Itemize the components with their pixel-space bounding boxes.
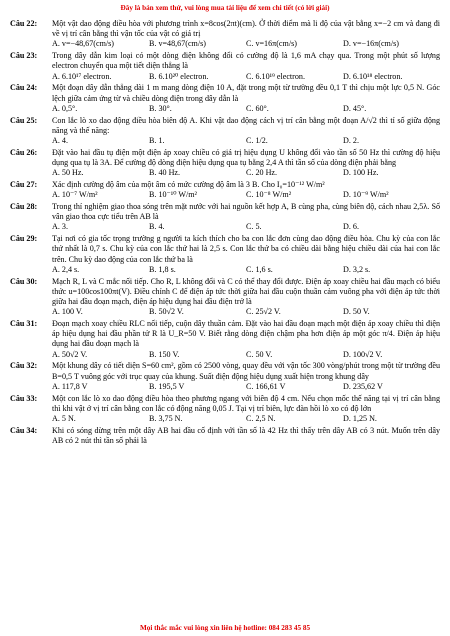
question-item — [10, 51, 440, 82]
question-item — [10, 426, 440, 446]
answer-option: A. 2,4 s. — [52, 264, 80, 274]
question-item — [10, 19, 440, 50]
answer-option: C. 50 V. — [246, 349, 273, 359]
question-body — [52, 116, 440, 147]
question-body — [52, 426, 440, 446]
answer-option: D. 2. — [343, 136, 359, 146]
question-item — [10, 394, 440, 425]
question-number: Câu 23: — [10, 51, 38, 61]
question-stem: Đặt vào hai đầu tụ điện một điện áp xoay chiều có giá trị hiệu dụng U không đổi vào tần số 50 Hz thì cường độ hiệu dụng qua tụ là 3A. Để cường độ dòng điện hiệu dụng qua tụ bằng 2,4 A thì tần số của dòng điện phải bằng — [52, 147, 440, 168]
answer-option: D. 10⁻⁹ W/m² — [343, 190, 389, 200]
question-item — [10, 234, 440, 275]
question-item — [10, 116, 440, 147]
answer-option: B. 3,75 N. — [149, 414, 183, 424]
question-stem: Một đoạn dây dẫn thẳng dài 1 m mang dòng điện 10 A, đặt trong một từ trường đều 0,1 T thì chịu một lực 0,5 N. Góc lệch giữa cảm ứng từ và chiều dòng điện trong dây dẫn là — [52, 83, 440, 103]
answer-option: D. 100 Hz. — [343, 168, 379, 178]
answer-option: B. 50√2 V. — [149, 307, 184, 317]
answer-option: B. v=48,67(cm/s) — [149, 39, 206, 49]
question-number: Câu 25: — [10, 115, 38, 125]
answer-options — [52, 265, 440, 275]
question-item — [10, 361, 440, 392]
answer-options — [52, 72, 440, 82]
question-stem: Trong thí nghiệm giao thoa sóng trên mặt nước với hai nguồn kết hợp A, B cùng pha, cùng biên độ, cách nhau 2,5λ. Số vân giao thoa cực tiểu trên AB là — [52, 202, 440, 222]
question-number: Câu 24: — [10, 83, 38, 93]
answer-option: B. 4. — [149, 222, 165, 232]
answer-option: C. 166,61 V — [246, 381, 286, 391]
answer-option: D. 45°. — [343, 103, 367, 113]
question-body — [52, 83, 440, 114]
question-stem: Một vật dao động điều hòa với phương trình x=8cos(2πt)(cm). Ở thời điểm mà li độ của vật bằng x=−2 cm và đang đi về vị trí cân bằng thì vận tốc của vật có giá trị — [52, 19, 440, 39]
answer-options — [52, 350, 440, 360]
answer-option: A. 4. — [52, 136, 68, 146]
question-number: Câu 30: — [10, 276, 38, 286]
answer-options — [52, 39, 440, 49]
question-stem: Một khung dây có tiết diện S=60 cm², gồm có 2500 vòng, quay đều với vận tốc 300 vòng/phút trong một từ trường đều B=0,5 T vuông góc với trục quay của khung. Suất điện động hiệu dụng xuất hiện trong khung dây — [52, 361, 440, 381]
answer-option: A. 10⁻⁷ W/m² — [52, 190, 98, 200]
question-stem: Xác định cường độ âm của một âm có mức cường độ âm là 3 B. Cho I₀=10⁻¹² W/m² — [52, 180, 325, 190]
question-stem: Trong dây dẫn kim loại có một dòng điện không đổi có cường độ là 1,6 mA chạy qua. Trong một phút số lượng electron chuyển qua một tiết diện thẳng là — [52, 51, 440, 71]
answer-option: B. 1,8 s. — [149, 264, 176, 274]
answer-option: D. 235,62 V — [343, 381, 383, 391]
answer-options — [52, 104, 440, 114]
question-stem: Con lắc lò xo dao động điều hòa biên độ A. Khi vật dao động cách vị trí cân bằng một đoạn A/√2 thì tỉ số giữa động năng và thế năng: — [52, 115, 440, 135]
answer-option: A. 6.10¹⁷ electron. — [52, 71, 112, 81]
answer-option: C. 1,6 s. — [246, 264, 273, 274]
answer-option: A. 0,5°. — [52, 103, 78, 113]
question-number: Câu 33: — [10, 393, 38, 403]
question-stem: Một con lắc lò xo dao động điều hòa theo phương ngang với biên độ 4 cm. Nếu chọn mốc thế năng tại vị trí cân bằng thì khi vật ở vị trí cân bằng con lắc có động năng 0,05 J. Tại vị trí biên, lực đàn hồi lò xo có độ lớn — [52, 393, 440, 413]
question-number: Câu 28: — [10, 202, 38, 212]
answer-options — [52, 222, 440, 232]
question-stem: Mạch R, L và C mắc nối tiếp. Cho R, L không đổi và C có thể thay đổi được. Điện áp xoay chiều hai đầu mạch có biểu thức u=100cos100πt(V). Điều chỉnh C để điện áp tức thời giữa hai đầu cuộn thuần cảm vuông pha với điện áp tức thời giữa hai đầu đoạn mạch, điện áp hiệu dụng hai đầu điện trở là — [52, 276, 440, 307]
answer-option: D. 100√2 V. — [343, 349, 383, 359]
question-list — [10, 19, 440, 446]
answer-option: B. 40 Hz. — [149, 168, 181, 178]
answer-option: B. 30°. — [149, 103, 172, 113]
answer-option: A. v=−48,67(cm/s) — [52, 39, 114, 49]
question-item — [10, 319, 440, 360]
preview-banner: Đây là bản xem thử, vui lòng mua tài liệu để xem chi tiết (có lời giải) — [120, 4, 330, 12]
question-stem: Khi có sóng dừng trên một dây AB hai đầu cố định với tần số là 42 Hz thì thấy trên dây AB có 3 nút. Muốn trên dây AB có 2 nút thì tần số phải là — [52, 425, 440, 446]
question-body — [52, 202, 440, 233]
question-item — [10, 202, 440, 233]
answer-option: B. 10⁻¹⁰ W/m² — [149, 190, 197, 200]
answer-option: D. 6. — [343, 222, 359, 232]
question-stem: Đoạn mạch xoay chiều RLC nối tiếp, cuộn dây thuần cảm. Đặt vào hai đầu đoạn mạch một điện áp xoay chiều thì điện áp hiệu dụng hai đầu phần tử R là U_R=50 V. Biết rằng dòng điện chậm pha hơn điện áp một góc π/4. Điện áp hiệu dụng hai đầu đoạn mạch là — [52, 319, 440, 349]
question-number: Câu 32: — [10, 361, 38, 371]
question-body — [52, 361, 440, 392]
question-body — [52, 277, 440, 318]
question-number: Câu 31: — [10, 319, 38, 329]
answer-options — [52, 168, 440, 178]
answer-options — [52, 382, 440, 392]
answer-option: C. 6.10¹⁹ electron. — [246, 71, 305, 81]
question-body — [52, 51, 440, 82]
answer-option: A. 50 Hz. — [52, 168, 84, 178]
answer-option: A. 50√2 V. — [52, 349, 88, 359]
answer-option: D. 3,2 s. — [343, 264, 371, 274]
hotline-footer: Mọi thắc mắc vui lòng xin liên hệ hotline: 084 283 45 85 — [139, 624, 311, 632]
answer-option: D. 50 V. — [343, 307, 370, 317]
question-body — [52, 180, 440, 200]
answer-options — [52, 136, 440, 146]
answer-option: D. 6.10¹⁸ electron. — [343, 71, 403, 81]
question-body — [52, 234, 440, 275]
answer-option: D. v=−16π(cm/s) — [343, 39, 399, 49]
answer-options — [52, 414, 440, 424]
answer-options — [52, 307, 440, 317]
question-number: Câu 27: — [10, 180, 38, 190]
answer-option: C. 60°. — [246, 103, 269, 113]
question-number: Câu 26: — [10, 147, 38, 157]
answer-option: B. 1. — [149, 136, 165, 146]
question-body — [52, 19, 440, 50]
answer-option: C. 5. — [246, 222, 262, 232]
question-item — [10, 180, 440, 200]
question-number: Câu 22: — [10, 19, 38, 28]
question-stem: Tại nơi có gia tốc trọng trường g người ta kích thích cho ba con lắc đơn cùng dao động điều hòa. Chu kỳ của con lắc thứ nhất là 0,7 s. Chu kỳ của con lắc thứ hai là 2,5 s. Con lắc thứ ba có chiều dài bằng hiệu chiều dài của hai con lắc trên. Chu kỳ dao động của con lắc thứ ba là — [52, 234, 440, 264]
answer-option: C. v=16π(cm/s) — [246, 39, 297, 49]
answer-option: A. 100 V. — [52, 307, 83, 317]
question-body — [52, 394, 440, 425]
question-body — [52, 319, 440, 360]
answer-option: C. 10⁻⁸ W/m² — [246, 190, 292, 200]
answer-option: A. 5 N. — [52, 414, 76, 424]
answer-option: B. 195,5 V — [149, 381, 185, 391]
answer-option: A. 117,8 V — [52, 381, 88, 391]
answer-option: C. 1/2. — [246, 136, 268, 146]
answer-option: C. 25√2 V. — [246, 307, 281, 317]
question-body — [52, 148, 440, 179]
question-number: Câu 29: — [10, 234, 38, 244]
answer-option: B. 6.10²⁰ electron. — [149, 71, 209, 81]
question-item — [10, 277, 440, 318]
question-item — [10, 148, 440, 179]
answer-option: B. 150 V. — [149, 349, 180, 359]
answer-option: A. 3. — [52, 222, 68, 232]
answer-option: C. 2,5 N. — [246, 414, 276, 424]
answer-option: D. 1,25 N. — [343, 414, 377, 424]
question-item — [10, 83, 440, 114]
question-number: Câu 34: — [10, 425, 38, 435]
answer-options — [52, 190, 440, 200]
answer-option: C. 20 Hz. — [246, 168, 278, 178]
